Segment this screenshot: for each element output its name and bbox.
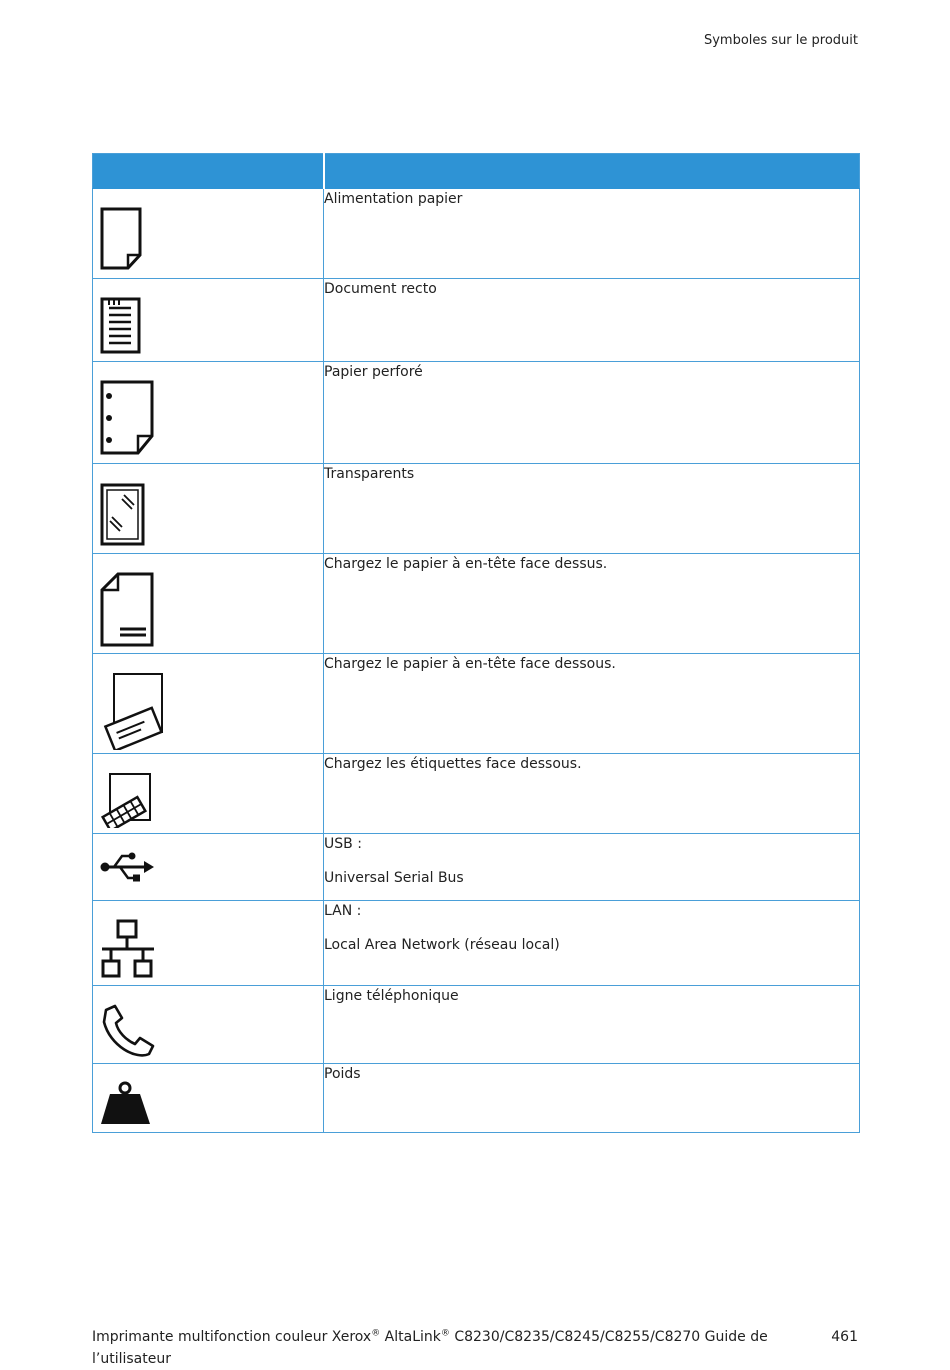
table-row bbox=[93, 834, 860, 901]
description-cell bbox=[324, 834, 860, 901]
letterhead-face-down-icon bbox=[100, 670, 166, 750]
symbol-cell bbox=[93, 362, 324, 464]
symbol-cell bbox=[93, 1064, 324, 1133]
table-row bbox=[93, 189, 860, 279]
symbol-cell bbox=[93, 464, 324, 554]
symbols-table bbox=[92, 153, 860, 1133]
symbol-cell bbox=[93, 834, 324, 901]
symbol-cell bbox=[93, 279, 324, 362]
description-cell bbox=[324, 362, 860, 464]
description-text: Papier perforé bbox=[324, 364, 423, 380]
table-row bbox=[93, 1064, 860, 1133]
table-row bbox=[93, 986, 860, 1064]
symbol-cell bbox=[93, 654, 324, 754]
table-row bbox=[93, 654, 860, 754]
symbol-cell bbox=[93, 754, 324, 834]
table-header-row bbox=[93, 154, 860, 189]
description-cell bbox=[324, 654, 860, 754]
symbol-cell bbox=[93, 189, 324, 279]
header-cell-description bbox=[324, 154, 860, 189]
table-row bbox=[93, 464, 860, 554]
blank-paper-icon bbox=[100, 207, 144, 271]
description-cell bbox=[324, 1064, 860, 1133]
description-text: Chargez le papier à en-tête face dessous. bbox=[324, 656, 616, 672]
table-row bbox=[93, 754, 860, 834]
symbol-cell bbox=[93, 901, 324, 986]
description-cell bbox=[324, 189, 860, 279]
labels-face-down-icon bbox=[100, 772, 152, 828]
description-text: Alimentation papier bbox=[324, 191, 463, 207]
page-number: 461 bbox=[831, 1329, 858, 1345]
description-text: Chargez le papier à en-tête face dessus. bbox=[324, 556, 608, 572]
description-cell bbox=[324, 464, 860, 554]
description-text: Ligne téléphonique bbox=[324, 988, 459, 1004]
running-header: Symboles sur le produit bbox=[703, 33, 858, 48]
header-cell-symbol bbox=[93, 154, 324, 189]
lan-icon bbox=[100, 919, 156, 979]
description-cell bbox=[324, 279, 860, 362]
description-text: Document recto bbox=[324, 281, 437, 297]
usb-icon bbox=[100, 851, 156, 883]
table-row bbox=[93, 279, 860, 362]
description-text: Transparents bbox=[324, 466, 415, 482]
footer-guide-title: Imprimante multifonction couleur Xerox® AltaLink® C8230/C8235/C8245/C8255/C8270 Guide de l’utilisateur bbox=[92, 1328, 768, 1367]
description-text: LAN : bbox=[324, 903, 362, 919]
table-row bbox=[93, 362, 860, 464]
description-text: Local Area Network (réseau local) bbox=[324, 937, 560, 953]
weight-icon bbox=[100, 1081, 152, 1127]
letterhead-face-up-icon bbox=[100, 572, 156, 648]
symbol-cell bbox=[93, 554, 324, 654]
transparency-icon bbox=[100, 483, 146, 547]
table-row bbox=[93, 901, 860, 986]
text-document-icon bbox=[100, 297, 142, 355]
telephone-icon bbox=[100, 1004, 156, 1060]
description-text: USB : bbox=[324, 836, 362, 852]
symbol-cell bbox=[93, 986, 324, 1064]
description-text: Poids bbox=[324, 1066, 361, 1082]
description-cell bbox=[324, 554, 860, 654]
table-row bbox=[93, 554, 860, 654]
punched-paper-icon bbox=[100, 380, 156, 456]
description-text: Universal Serial Bus bbox=[324, 870, 464, 886]
description-cell bbox=[324, 901, 860, 986]
description-cell bbox=[324, 754, 860, 834]
description-text: Chargez les étiquettes face dessous. bbox=[324, 756, 582, 772]
description-cell bbox=[324, 986, 860, 1064]
